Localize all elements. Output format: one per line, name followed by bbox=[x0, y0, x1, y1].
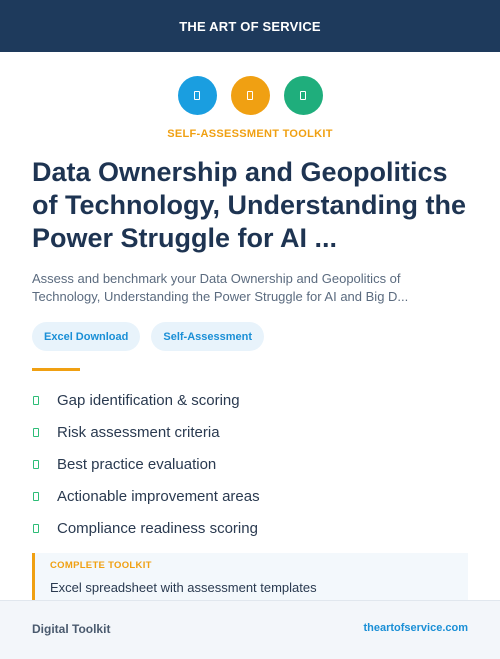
list-item: Gap identification & scoring bbox=[32, 384, 260, 416]
feature-list bbox=[32, 384, 260, 544]
footer-link[interactable]: theartofservice.com bbox=[363, 622, 468, 634]
check-icon bbox=[33, 524, 39, 533]
page-title: Data Ownership and Geopolitics of Technology, Understanding the Power Struggle for AI ... bbox=[32, 157, 466, 253]
check-icon bbox=[33, 396, 39, 405]
callout-text: Excel spreadsheet with assessment templates bbox=[50, 580, 317, 595]
description: Assess and benchmark your Data Ownership and Geopolitics of Technology, Understanding the Power Struggle for AI and Big D... bbox=[32, 271, 409, 304]
check-icon bbox=[33, 460, 39, 469]
document-icon bbox=[284, 76, 323, 115]
footer-label: Digital Toolkit bbox=[32, 622, 111, 636]
check-icon bbox=[33, 492, 39, 501]
brand-name: THE ART OF SERVICE bbox=[179, 18, 321, 34]
document-icon bbox=[178, 76, 217, 115]
footer bbox=[0, 600, 500, 659]
tag-list bbox=[32, 322, 264, 351]
icon-row bbox=[0, 76, 500, 115]
document-icon bbox=[231, 76, 270, 115]
check-icon bbox=[33, 428, 39, 437]
tag-self-assessment: Self-Assessment bbox=[151, 322, 264, 351]
header-bar bbox=[0, 0, 500, 52]
eyebrow-label: SELF-ASSESSMENT TOOLKIT bbox=[167, 128, 333, 140]
list-item: Actionable improvement areas bbox=[32, 480, 260, 512]
list-item: Best practice evaluation bbox=[32, 448, 260, 480]
callout-label: COMPLETE TOOLKIT bbox=[50, 560, 152, 571]
divider bbox=[32, 368, 80, 371]
list-item: Risk assessment criteria bbox=[32, 416, 260, 448]
list-item: Compliance readiness scoring bbox=[32, 512, 260, 544]
toolkit-callout bbox=[32, 553, 468, 601]
tag-excel-download: Excel Download bbox=[32, 322, 140, 351]
